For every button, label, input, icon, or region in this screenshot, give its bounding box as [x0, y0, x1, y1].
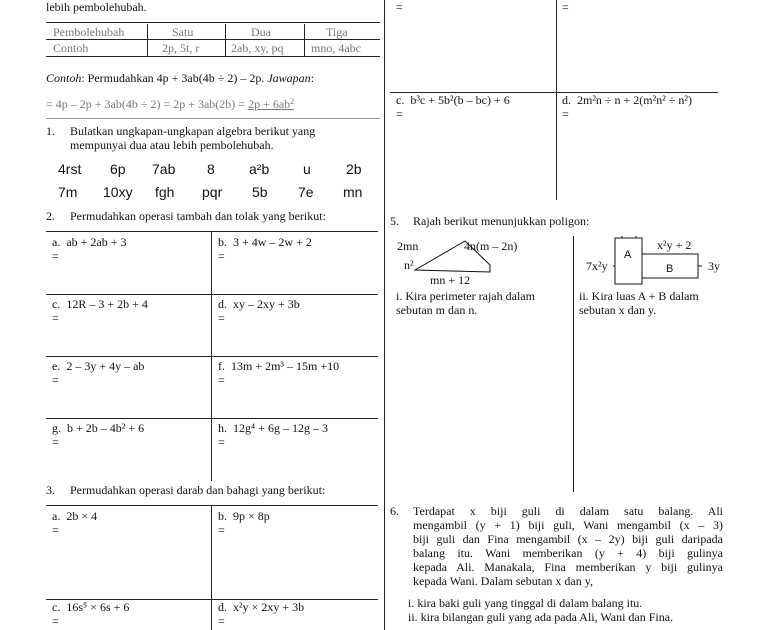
- q1-term[interactable]: 7e: [298, 184, 314, 200]
- q1-term[interactable]: 10xy: [103, 184, 133, 200]
- answer-space[interactable]: =: [52, 311, 59, 325]
- q2-item-d: d. xy – 2xy + 3b: [218, 297, 300, 311]
- q3-text: Permudahkan operasi darab dan bahagi yang berikut:: [70, 483, 326, 497]
- table-cell-satu: 2p, 5t, r: [162, 41, 200, 55]
- answer-space[interactable]: =: [218, 523, 225, 537]
- q1-term[interactable]: a²b: [249, 161, 270, 177]
- q6-part-ii: ii. kira bilangan guli yang ada pada Ali, Wani dan Fina.: [408, 610, 674, 624]
- q2-item-h: h. 12g⁴ + 6g – 12g – 3: [218, 421, 328, 435]
- q6-text: [413, 504, 723, 588]
- q6-line: kepada Ali. Manakala, Fina memberikan y biji gulinya: [413, 560, 723, 574]
- q3-item-b: b. 9p × 8p: [218, 509, 270, 523]
- answer-space[interactable]: =: [218, 311, 225, 325]
- rect-label-b: B: [666, 263, 674, 275]
- q6-number: 6.: [390, 504, 399, 518]
- answer-space[interactable]: =: [218, 249, 225, 263]
- q4-item-c: c. b³c + 5b²(b – bc) + 6: [396, 93, 510, 107]
- polygon-label-top-left: 2mn: [397, 239, 419, 253]
- answer-space[interactable]: =: [218, 435, 225, 449]
- rect-label-left: 7x²y: [586, 259, 608, 273]
- answer-space[interactable]: =: [396, 107, 403, 121]
- rect-label-right: 3y: [708, 259, 720, 273]
- q1-number: 1.: [46, 124, 55, 138]
- q5-part-ii: ii. Kira luas A + B dalam sebutan x dan y.: [579, 289, 699, 317]
- q3-number: 3.: [46, 483, 55, 497]
- q1-term[interactable]: 4rst: [58, 161, 82, 177]
- column-divider: [384, 0, 385, 630]
- q6-line: mengambil (y + 1) biji guli, Wani mengambil (x – 3): [413, 518, 723, 532]
- q6-line: balang itu. Wani memberikan (y + 4) biji gulinya: [413, 546, 723, 560]
- q1-text-line1: Bulatkan ungkapan-ungkapan algebra berikut yang: [70, 124, 316, 138]
- answer-space[interactable]: =: [52, 614, 59, 628]
- q1-term[interactable]: 2b: [346, 161, 362, 177]
- q5-divider: [573, 236, 574, 492]
- answer-space[interactable]: =: [52, 523, 59, 537]
- example-answer: = $4p - 2p + 3ab(4b \div 2) = 2p + 3ab(2b) = 2p + 6ab^2$: [46, 97, 295, 111]
- rect-label-a: A: [624, 249, 632, 261]
- polygon-label-bottom: mn + 12: [430, 273, 471, 287]
- polygon-label-top-right: 4n(m – 2n): [464, 239, 518, 253]
- example-question: Contoh: Permudahkan 4p + 3ab(4b ÷ 2) – 2p. Jawapan:: [46, 71, 315, 85]
- q2-item-e: e. 2 – 3y + 4y – ab: [52, 359, 145, 373]
- answer-space[interactable]: =: [52, 373, 59, 387]
- q1-term[interactable]: 6p: [110, 161, 126, 177]
- table-cell-tiga: mno, 4abc: [311, 41, 361, 55]
- q4-item-d: d. 2m²n ÷ n + 2(m²n² ÷ n²): [562, 93, 692, 107]
- q3-item-d: d. x²y × 2xy + 3b: [218, 600, 305, 614]
- q1-term[interactable]: 8: [207, 161, 215, 177]
- q5-text: Rajah berikut menunjukkan poligon:: [413, 214, 590, 228]
- q2-item-b: b. 3 + 4w – 2w + 2: [218, 235, 312, 249]
- table-header-tiga: Tiga: [326, 25, 348, 39]
- q6-line: biji guli dan Fina mengambil (x – 2y) biji guli daripada: [413, 532, 723, 546]
- q2-item-a: a. ab + 2ab + 3: [52, 235, 127, 249]
- intro-tail: lebih pembolehubah.: [46, 0, 147, 14]
- q6-line: Terdapat x biji guli di dalam satu balang. Ali: [413, 504, 723, 518]
- q1-text-line2: mempunyai dua atau lebih pembolehubah.: [70, 138, 274, 152]
- q5-part-i: i. Kira perimeter rajah dalam sebutan m dan n.: [396, 289, 535, 317]
- rect-label-top: x²y + 2: [657, 238, 692, 252]
- q2-item-c: c. 12R – 3 + 2b + 4: [52, 297, 148, 311]
- q3-item-a: a. 2b × 4: [52, 509, 98, 523]
- q2-item-g: g. b + 2b – 4b² + 6: [52, 421, 145, 435]
- q2-text: Permudahkan operasi tambah dan tolak yang berikut:: [70, 209, 326, 223]
- q5-number: 5.: [390, 214, 399, 228]
- answer-space[interactable]: =: [562, 0, 569, 14]
- table-cell-contoh: Contoh: [53, 41, 89, 55]
- q1-term[interactable]: 7m: [58, 184, 78, 200]
- answer-space[interactable]: =: [218, 373, 225, 387]
- table-header-satu: Satu: [172, 25, 194, 39]
- table-header-pembolehubah: Pembolehubah: [53, 25, 125, 39]
- table-cell-dua: 2ab, xy, pq: [231, 41, 284, 55]
- q1-term[interactable]: 5b: [252, 184, 268, 200]
- answer-space[interactable]: =: [396, 0, 403, 14]
- answer-space[interactable]: =: [52, 435, 59, 449]
- answer-space[interactable]: =: [52, 249, 59, 263]
- answer-space[interactable]: =: [562, 107, 569, 121]
- q6-line: kepada Wani. Dalam sebutan x dan y,: [413, 574, 593, 588]
- q6-part-i: i. kira baki guli yang tinggal di dalam balang itu.: [408, 596, 643, 610]
- q1-term[interactable]: mn: [343, 184, 363, 200]
- q1-term[interactable]: 7ab: [152, 161, 176, 177]
- answer-space[interactable]: =: [218, 614, 225, 628]
- q3-item-c: c. 16s⁵ × 6s + 6: [52, 600, 130, 614]
- q1-term[interactable]: pqr: [202, 184, 223, 200]
- table-header-dua: Dua: [251, 25, 271, 39]
- polygon-label-left: n²: [404, 258, 414, 272]
- q2-number: 2.: [46, 209, 55, 223]
- q2-item-f: f. 13m + 2m³ – 15m +10: [218, 359, 340, 373]
- q1-term[interactable]: fgh: [155, 184, 175, 200]
- q4-grid-divider: [556, 0, 557, 200]
- q1-term[interactable]: u: [303, 161, 311, 177]
